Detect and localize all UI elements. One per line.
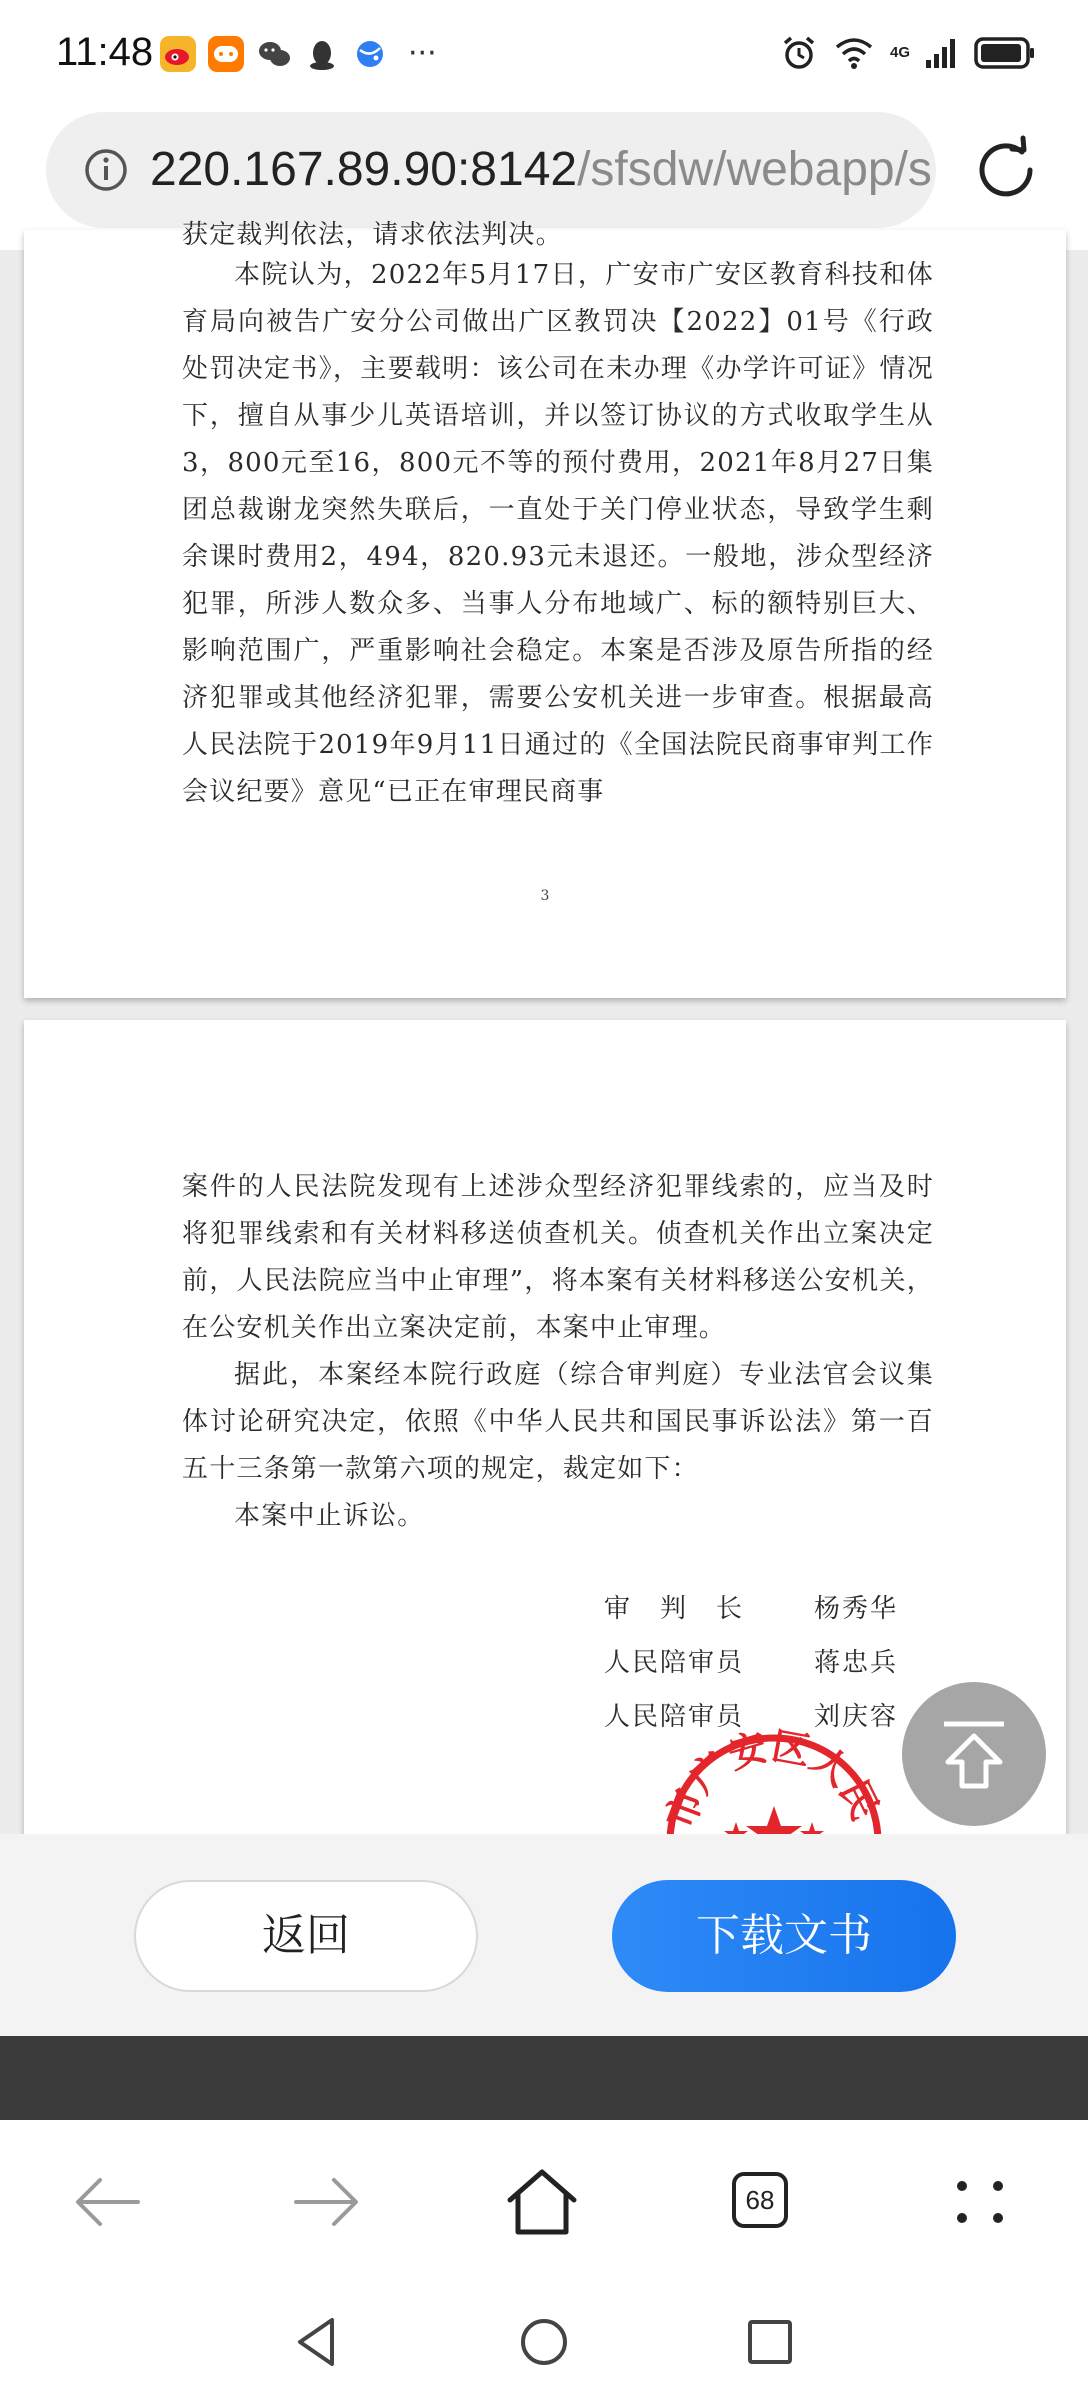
paragraph: 本案中止诉讼。	[234, 1501, 425, 1531]
paragraph: 案件的人民法院发现有上述涉众型经济犯罪线索的，应当及时将犯罪线索和有关材料移送侦查机关。侦查机关作出立案决定前，人民法院应当中止审理”，将本案有关材料移送公安机关，在公安机关作出立案决定前，本案中止审理。	[182, 1172, 934, 1343]
url-path: /sfsdw/webapp/s	[577, 143, 932, 196]
page-number: 3	[540, 888, 550, 904]
nav-home-icon[interactable]	[514, 2312, 574, 2372]
arrow-up-to-top-icon	[902, 1682, 1046, 1826]
document-viewer[interactable]	[0, 220, 1088, 1835]
weibo-icon	[160, 36, 196, 72]
forward-arrow-icon[interactable]	[286, 2166, 366, 2238]
signature-row	[604, 1642, 898, 1696]
tabs-icon[interactable]: 68	[732, 2172, 788, 2228]
reload-icon[interactable]	[968, 132, 1044, 208]
url-host: 220.167.89.90:8142	[150, 143, 578, 196]
signature-role: 审 判 长	[604, 1594, 745, 1624]
status-system-icons	[780, 34, 1036, 72]
status-app-icons	[160, 36, 437, 72]
svg-text:市广安区人民: 市广安区人民	[656, 1722, 889, 1835]
signature-name: 刘庆容	[814, 1702, 899, 1732]
nav-recents-icon[interactable]	[740, 2312, 800, 2372]
nav-back-icon[interactable]	[288, 2312, 348, 2372]
menu-dots-icon[interactable]	[940, 2166, 1020, 2238]
paragraph: 据此，本案经本院行政庭（综合审判庭）专业法官会议集体讨论研究决定，依照《中华人民共和国民事诉讼法》第一百五十三条第一款第六项的规定，裁定如下：	[182, 1360, 934, 1484]
url-text[interactable]	[150, 140, 932, 200]
document-text-block	[182, 1164, 934, 1540]
wechat-icon	[256, 36, 292, 72]
clipped-text-line: 获定裁判依法，请求依法判决。	[182, 220, 563, 250]
status-more: ···	[408, 36, 437, 71]
signature-name: 蒋忠兵	[814, 1648, 899, 1678]
footer-strip	[0, 2036, 1088, 2120]
action-bar	[0, 1834, 1088, 2036]
home-icon[interactable]	[502, 2166, 582, 2238]
system-navigation-bar	[0, 2284, 1088, 2400]
battery-icon	[974, 36, 1036, 70]
back-arrow-icon[interactable]	[68, 2166, 148, 2238]
network-type: 4G	[890, 44, 911, 61]
qq-icon	[304, 36, 340, 72]
signature-row	[604, 1588, 898, 1642]
signal-icon	[924, 36, 958, 70]
signature-name: 杨秀华	[814, 1594, 899, 1624]
browser-icon	[352, 36, 388, 72]
taobao-icon	[208, 36, 244, 72]
signature-role: 人民陪审员	[604, 1648, 745, 1678]
status-time: 11:48	[56, 30, 154, 74]
paragraph: 本院认为，2022年5月17日，广安市广安区教育科技和体育局向被告广安分公司做出广区教罚决【2022】01号《行政处罚决定书》，主要载明：该公司在未办理《办学许可证》情况下，擅自从事少儿英语培训，并以签订协议的方式收取学生从3，800元至16，800元不等的预付费用，2021年8月27日集团总裁谢龙突然失联后，一直处于关门停业状态，导致学生剩余课时费用2，494，820.93元未退还。一般地，涉众型经济犯罪，所涉人数众多、当事人分布地域广、标的额特别巨大、影响范围广，严重影响社会稳定。本案是否涉及原告所指的经济犯罪或其他经济犯罪，需要公安机关进一步审查。根据最高人民法院于2019年9月11日通过的《全国法院民商事审判工作会议纪要》意见“已正在审理民商事	[182, 260, 934, 807]
wifi-icon	[834, 35, 874, 71]
document-text-block	[182, 252, 934, 816]
info-icon[interactable]	[78, 142, 134, 198]
back-button[interactable]: 返回	[134, 1880, 478, 1992]
status-bar	[0, 0, 1088, 112]
signature-role: 人民陪审员	[604, 1702, 745, 1732]
address-bar[interactable]	[46, 112, 936, 228]
browser-toolbar	[0, 2120, 1088, 2284]
download-document-button[interactable]: 下载文书	[612, 1880, 956, 1992]
back-to-top-button[interactable]	[902, 1682, 1046, 1826]
document-page	[24, 220, 1066, 998]
alarm-icon	[780, 34, 818, 72]
